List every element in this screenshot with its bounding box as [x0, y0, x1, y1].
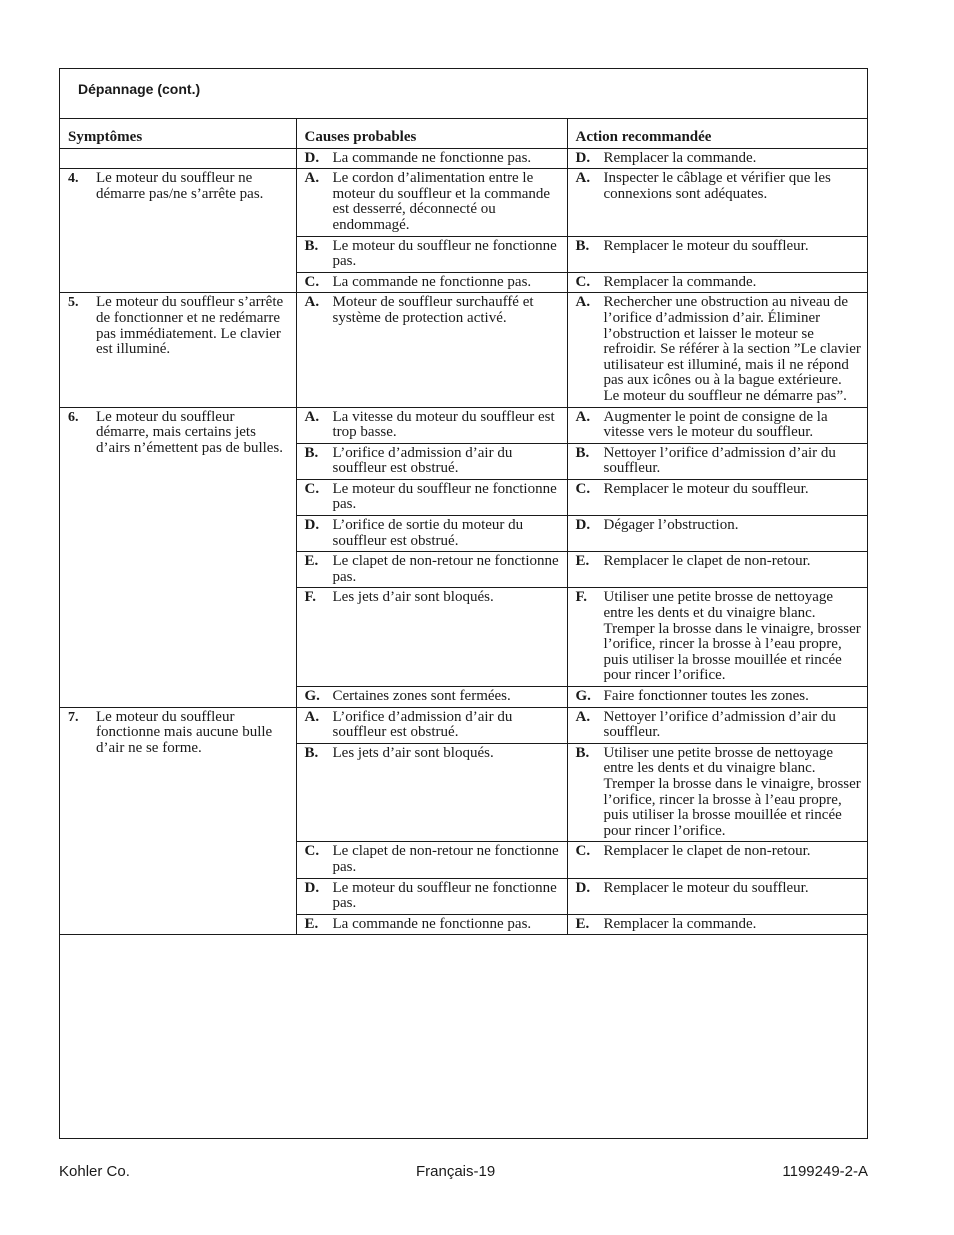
action-label: G.	[575, 688, 591, 704]
cause-label: C.	[304, 843, 320, 860]
action-text: Nettoyer l’orifice d’admission d’air du souffleur.	[603, 444, 836, 477]
action-cell	[567, 516, 867, 552]
action-text: Remplacer le clapet de non-retour.	[603, 553, 811, 570]
action-cell	[567, 552, 867, 588]
footer-page-number: Français-19	[416, 1163, 496, 1180]
action-text: Utiliser une petite brosse de nettoyage entre les dents et du vinaigre blanc. Tremper la brosse dans le vinaigre, brosser l’orifice, rincer la brosse à l’eau propre, puis utiliser la brosse mouillée et rincée pour rincer l’orifice.	[603, 744, 861, 839]
action-cell	[567, 914, 867, 935]
cause-cell	[296, 914, 567, 935]
table-body	[60, 148, 867, 935]
action-label: A.	[575, 408, 591, 425]
action-text: Remplacer le clapet de non-retour.	[603, 843, 811, 860]
action-label: C.	[575, 480, 591, 497]
action-cell	[567, 272, 867, 293]
action-label: D.	[575, 517, 591, 534]
section-title: Dépannage (cont.)	[78, 81, 201, 97]
action-text: Utiliser une petite brosse de nettoyage entre les dents et du vinaigre blanc. Tremper la brosse dans le vinaigre, brosser l’orifice, rincer la brosse à l’eau propre, puis utiliser la brosse mouillée et rincée pour rincer l’orifice.	[603, 589, 861, 684]
troubleshooting-table	[60, 118, 867, 935]
cause-cell	[296, 842, 567, 878]
cause-cell	[296, 236, 567, 272]
cause-label: A.	[304, 294, 320, 311]
cause-cell	[296, 148, 567, 169]
symptom-number: 7.	[68, 709, 79, 725]
action-cell	[567, 169, 867, 236]
action-cell	[567, 687, 867, 708]
cause-label: D.	[304, 517, 320, 534]
cause-text: La commande ne fonctionne pas.	[332, 149, 532, 166]
cause-text: La vitesse du moteur du souffleur est trop basse.	[332, 408, 555, 441]
cause-label: B.	[304, 444, 319, 461]
cause-text: Les jets d’air sont bloqués.	[332, 744, 494, 761]
cause-cell	[296, 588, 567, 687]
action-cell	[567, 407, 867, 443]
cause-text: Moteur de souffleur surchauffé et système de protection activé.	[332, 294, 534, 326]
cause-cell	[296, 516, 567, 552]
action-text: Augmenter le point de consigne de la vitesse vers le moteur du souffleur.	[603, 408, 828, 441]
action-label: D.	[575, 149, 591, 166]
cause-label: F.	[304, 589, 317, 606]
table-row	[60, 148, 867, 169]
symptom-cell	[60, 148, 296, 169]
cause-text: L’orifice de sortie du moteur du souffleur est obstrué.	[332, 517, 524, 549]
cause-cell	[296, 878, 567, 914]
cause-text: Le cordon d’alimentation entre le moteur du souffleur et la commande est desserré, déconnecté ou endommagé.	[332, 170, 551, 233]
cause-label: C.	[304, 480, 320, 497]
cause-cell	[296, 169, 567, 236]
cause-cell	[296, 272, 567, 293]
cause-label: A.	[304, 708, 320, 725]
symptom-text: Le moteur du souffleur fonctionne mais aucune bulle d’air ne se forme.	[96, 708, 273, 756]
action-text: Nettoyer l’orifice d’admission d’air du souffleur.	[603, 708, 836, 741]
cause-text: Les jets d’air sont bloqués.	[332, 589, 494, 606]
action-cell	[567, 588, 867, 687]
cause-text: La commande ne fonctionne pas.	[332, 273, 532, 290]
cause-text: La commande ne fonctionne pas.	[332, 915, 532, 932]
cause-label: E.	[304, 553, 319, 570]
action-label: A.	[575, 170, 591, 187]
symptom-number: 4.	[68, 171, 79, 187]
action-label: E.	[575, 915, 590, 932]
cause-cell	[296, 293, 567, 407]
cause-text: L’orifice d’admission d’air du souffleur est obstrué.	[332, 444, 513, 477]
action-cell	[567, 236, 867, 272]
symptom-number: 5.	[68, 295, 79, 311]
footer-company: Kohler Co.	[59, 1163, 130, 1180]
action-label: F.	[575, 589, 588, 606]
cause-cell	[296, 443, 567, 479]
action-text: Remplacer le moteur du souffleur.	[603, 480, 809, 497]
action-text: Remplacer la commande.	[603, 149, 757, 166]
action-label: E.	[575, 553, 590, 570]
action-cell	[567, 479, 867, 515]
action-cell	[567, 148, 867, 169]
cause-text: Le clapet de non-retour ne fonctionne pas.	[332, 553, 559, 585]
page-footer	[59, 1163, 868, 1183]
symptom-text: Le moteur du souffleur ne démarre pas/ne s’arrête pas.	[96, 170, 264, 202]
action-text: Remplacer le moteur du souffleur.	[603, 879, 809, 896]
cause-cell	[296, 707, 567, 743]
table-row	[60, 407, 867, 443]
troubleshooting-frame	[59, 68, 868, 1139]
action-text: Remplacer la commande.	[603, 273, 757, 290]
symptom-cell	[60, 707, 296, 935]
table-row	[60, 169, 867, 236]
action-cell	[567, 443, 867, 479]
action-label: C.	[575, 273, 591, 290]
action-text: Dégager l’obstruction.	[603, 517, 739, 534]
symptom-number: 6.	[68, 409, 79, 425]
action-cell	[567, 743, 867, 842]
symptom-text: Le moteur du souffleur démarre, mais certains jets d’airs n’émettent pas de bulles.	[96, 408, 284, 456]
action-label: A.	[575, 708, 591, 725]
action-cell	[567, 842, 867, 878]
cause-text: Le moteur du souffleur ne fonctionne pas.	[332, 480, 557, 513]
action-label: B.	[575, 237, 590, 254]
cause-cell	[296, 552, 567, 588]
action-text: Rechercher une obstruction au niveau de l’orifice d’admission d’air. Éliminer l’obstruction et laisser le moteur se refroidir. Se référer à la section ”Le clavier utilisateur est illuminé, mais il ne répond pas aux icônes ou à la bague extérieure. Le moteur du souffleur ne démarre pas”.	[603, 294, 861, 404]
cause-text: Le moteur du souffleur ne fonctionne pas.	[332, 237, 557, 270]
symptom-text: Le moteur du souffleur s’arrête de fonctionner et ne redémarre pas immédiatement. Le clavier est illuminé.	[96, 294, 284, 358]
cause-label: E.	[304, 915, 319, 932]
cause-cell	[296, 743, 567, 842]
header-causes: Causes probables	[296, 119, 567, 149]
action-text: Faire fonctionner toutes les zones.	[603, 688, 809, 704]
cause-label: A.	[304, 170, 320, 187]
cause-label: G.	[304, 688, 320, 704]
cause-text: L’orifice d’admission d’air du souffleur est obstrué.	[332, 708, 513, 741]
cause-label: A.	[304, 408, 320, 425]
header-actions: Action recommandée	[567, 119, 867, 149]
cause-label: B.	[304, 237, 319, 254]
table-header-row	[60, 119, 867, 149]
cause-cell	[296, 479, 567, 515]
action-label: B.	[575, 444, 590, 461]
cause-cell	[296, 407, 567, 443]
symptom-cell	[60, 169, 296, 293]
action-cell	[567, 878, 867, 914]
action-text: Inspecter le câblage et vérifier que les connexions sont adéquates.	[603, 170, 831, 202]
action-label: D.	[575, 879, 591, 896]
footer-document-id: 1199249-2-A	[782, 1163, 868, 1180]
action-cell	[567, 293, 867, 407]
symptom-cell	[60, 293, 296, 407]
action-label: C.	[575, 843, 591, 860]
symptom-cell	[60, 407, 296, 707]
cause-label: D.	[304, 879, 320, 896]
cause-text: Certaines zones sont fermées.	[332, 688, 511, 704]
cause-text: Le clapet de non-retour ne fonctionne pas.	[332, 843, 559, 875]
header-symptoms: Symptômes	[60, 119, 296, 149]
table-row	[60, 707, 867, 743]
cause-cell	[296, 687, 567, 708]
action-text: Remplacer le moteur du souffleur.	[603, 237, 809, 254]
action-text: Remplacer la commande.	[603, 915, 757, 932]
table-row	[60, 293, 867, 407]
cause-text: Le moteur du souffleur ne fonctionne pas.	[332, 879, 557, 912]
cause-label: B.	[304, 744, 319, 761]
action-label: A.	[575, 294, 591, 311]
cause-label: D.	[304, 149, 320, 166]
cause-label: C.	[304, 273, 320, 290]
action-cell	[567, 707, 867, 743]
action-label: B.	[575, 744, 590, 761]
